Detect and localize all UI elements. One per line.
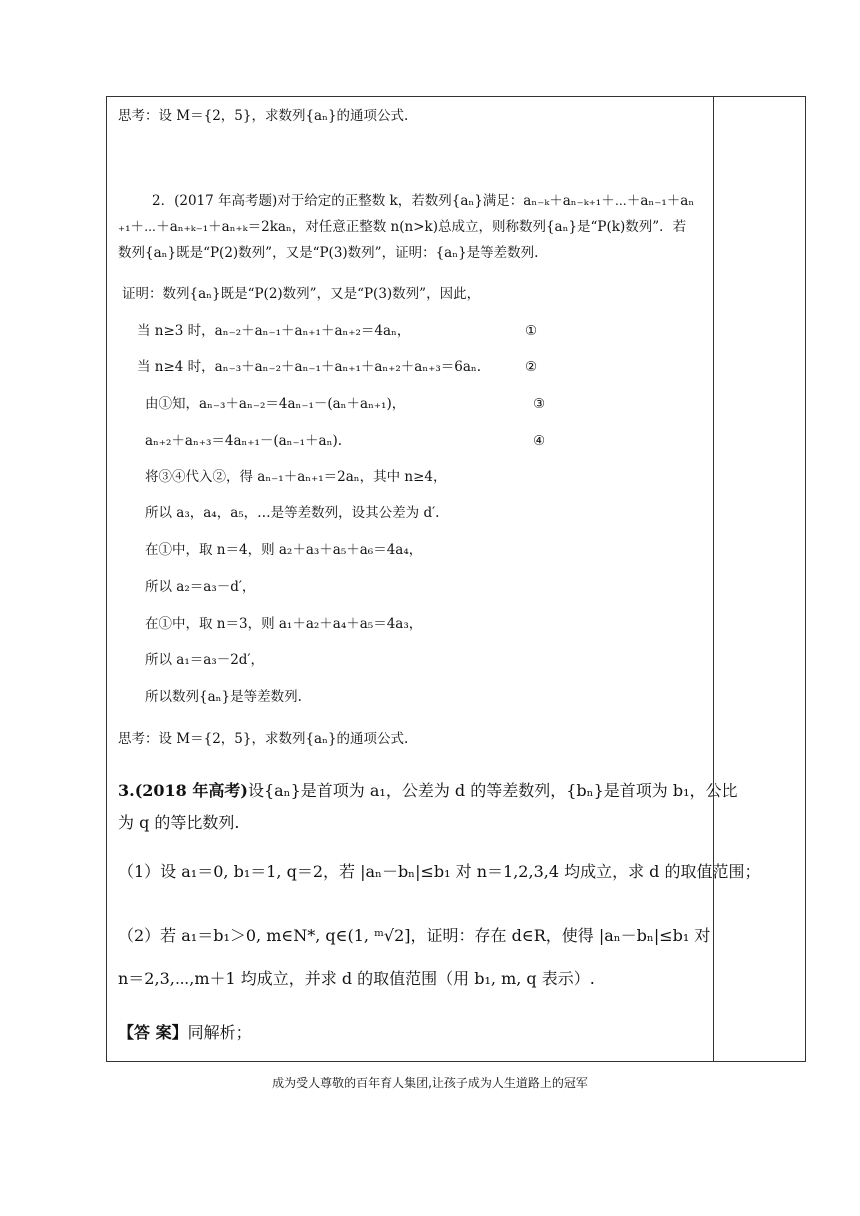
proof-conclusion: 所以数列{aₙ}是等差数列. (145, 689, 302, 705)
column-divider (713, 97, 714, 1061)
problem2-line-1: 2．(2017 年高考题)对于给定的正整数 k，若数列{aₙ}满足：aₙ₋ₖ＋aₙ₋ₖ₊₁＋⋯＋aₙ₋₁＋aₙ (152, 193, 695, 209)
proof-step-10: 所以 a₁＝a₃－2d′， (145, 652, 265, 668)
problem3-part2-line-2: n＝2,3,⋯,m＋1 均成立，并求 d 的取值范围（用 b₁, m, q 表示）. (118, 969, 595, 988)
proof-step-7: 在①中，取 n＝4，则 a₂＋a₃＋a₅＋a₆＝4a₄， (145, 542, 423, 558)
problem2-line-3: 数列{aₙ}既是“P(2)数列”，又是“P(3)数列”，证明：{aₙ}是等差数列. (118, 245, 539, 261)
marker-4: ④ (533, 433, 546, 449)
problem3-part2-line-1: （2）若 a₁＝b₁＞0, m∈N*, q∈(1, ᵐ√2]，证明：存在 d∈R，使得 |aₙ－bₙ|≤b₁ 对 (118, 926, 711, 945)
think-line-1: 思考：设 M＝{2，5}，求数列{aₙ}的通项公式. (118, 108, 409, 124)
problem3-text: 设{aₙ}是首项为 a₁，公差为 d 的等差数列，{bₙ}是首项为 b₁，公比 (247, 781, 738, 800)
answer-text: 同解析； (187, 1023, 252, 1042)
proof-step-3: 由①知，aₙ₋₃＋aₙ₋₂＝4aₙ₋₁－(aₙ＋aₙ₊₁)， (145, 396, 406, 412)
proof-step-2: 当 n≥4 时，aₙ₋₃＋aₙ₋₂＋aₙ₋₁＋aₙ₊₁＋aₙ₊₂＋aₙ₊₃＝6aₙ. (137, 359, 482, 375)
problem2-line-2: ₊₁＋⋯＋aₙ₊ₖ₋₁＋aₙ₊ₖ＝2kaₙ，对任意正整数 n(n>k)总成立，则称数列{aₙ}是“P(k)数列”．若 (118, 219, 687, 235)
footer-slogan: 成为受人尊敬的百年育人集团,让孩子成为人生道路上的冠军 (272, 1076, 588, 1090)
proof-step-4: aₙ₊₂＋aₙ₊₃＝4aₙ₊₁－(aₙ₋₁＋aₙ). (145, 433, 343, 449)
proof-step-9: 在①中，取 n＝3，则 a₁＋a₂＋a₄＋a₅＝4a₃， (145, 616, 423, 632)
answer-label: 【答 案】 (118, 1023, 188, 1042)
marker-1: ① (525, 323, 538, 339)
proof-step-8: 所以 a₂＝a₃－d′， (145, 579, 256, 595)
think-line-2: 思考：设 M＝{2，5}，求数列{aₙ}的通项公式. (118, 731, 409, 747)
answer-line (118, 1024, 252, 1042)
problem3-label: 3.(2018 年高考) (118, 781, 248, 800)
marker-2: ② (525, 359, 538, 375)
problem3-part1: （1）设 a₁＝0, b₁＝1, q＝2，若 |aₙ－bₙ|≤b₁ 对 n＝1,2,3,4 均成立，求 d 的取值范围； (118, 862, 761, 881)
proof-step-6: 所以 a₃，a₄，a₅，…是等差数列，设其公差为 d′. (145, 505, 440, 521)
proof-step-5: 将③④代入②，得 aₙ₋₁＋aₙ₊₁＝2aₙ，其中 n≥4， (145, 469, 447, 485)
proof-intro: 证明：数列{aₙ}既是“P(2)数列”，又是“P(3)数列”，因此， (122, 286, 481, 302)
document-table (106, 96, 806, 1062)
proof-step-1: 当 n≥3 时，aₙ₋₂＋aₙ₋₁＋aₙ₊₁＋aₙ₊₂＝4aₙ， (137, 323, 411, 339)
problem3-line-1 (118, 782, 738, 800)
marker-3: ③ (533, 396, 546, 412)
problem3-line-2: 为 q 的等比数列. (118, 813, 240, 832)
